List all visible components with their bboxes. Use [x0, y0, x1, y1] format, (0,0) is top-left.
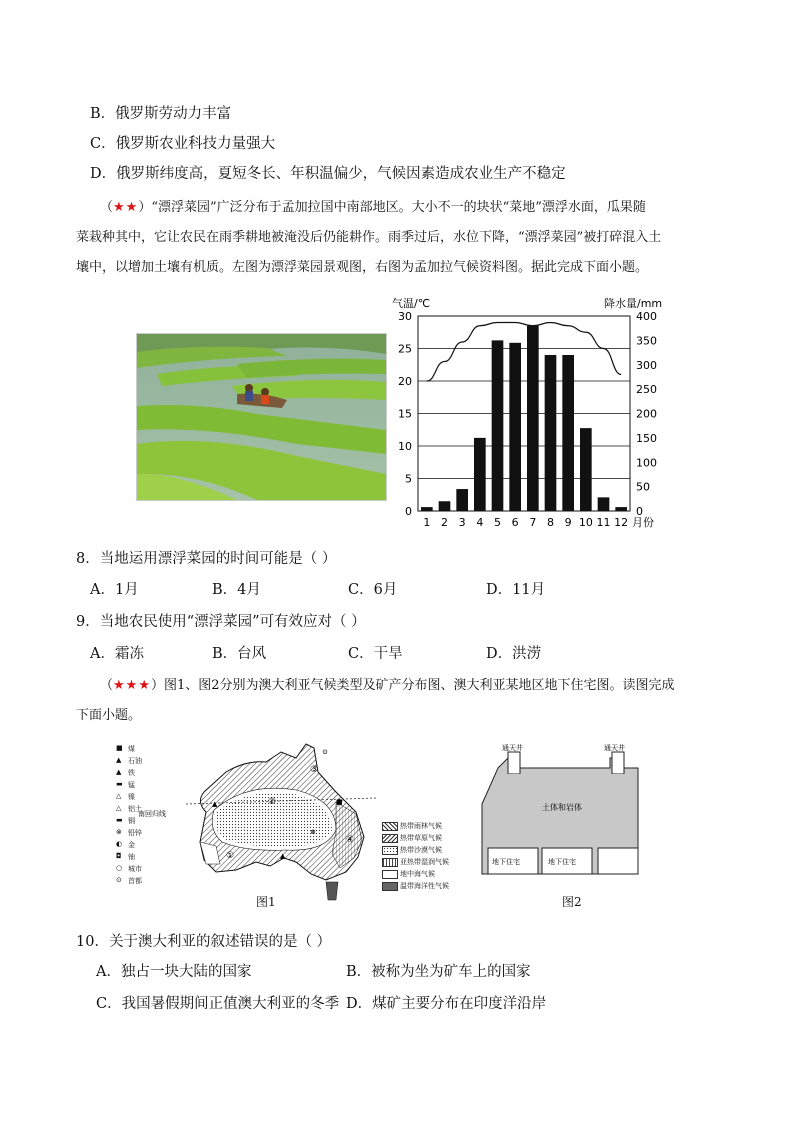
q8-option-b[interactable]: B．4月 [212, 582, 261, 598]
precip-bar [545, 355, 557, 511]
q9-option-a[interactable]: A．霜冻 [90, 646, 144, 662]
question-9-options [90, 644, 590, 664]
q9-option-b[interactable]: B．台风 [212, 646, 267, 662]
right-tick-label: 50 [636, 480, 650, 494]
difficulty-stars: ★★ [113, 200, 139, 215]
question-8-options [90, 580, 590, 600]
left-tick-label: 0 [405, 505, 412, 518]
q10-option-d[interactable]: D．煤矿主要分布在印度洋沿岸 [346, 996, 547, 1012]
left-shaft-label: 通天井 [502, 744, 523, 752]
q10-option-a[interactable]: A．独占一块大陆的国家 [96, 964, 252, 980]
precip-bar [598, 497, 610, 511]
x-tick-label: 8 [547, 516, 554, 529]
right-tick-label: 0 [636, 505, 643, 518]
q10-option-b[interactable]: B．被称为坐为矿车上的国家 [346, 964, 531, 980]
x-tick-label: 1 [423, 516, 431, 529]
desert-swatch [382, 846, 398, 855]
capital-legend-icon: ⊙ [116, 876, 122, 884]
savanna-swatch [382, 834, 398, 843]
coal-legend-icon: ■ [116, 744, 123, 752]
figure-1-caption: 图1 [256, 895, 276, 909]
precip-bar [509, 343, 521, 511]
precip-bar [421, 507, 433, 511]
climate-legend: 热带雨林气候 热带草原气候 热带沙漠气候 亚热带湿润气候 地中海气候 温带海洋性气候 [382, 822, 466, 902]
left-tick-label: 30 [398, 310, 412, 323]
svg-text:▲: ▲ [280, 852, 286, 860]
precip-bar [527, 326, 539, 511]
right-shaft-label: 通天井 [604, 744, 625, 752]
x-tick-label: 6 [511, 516, 519, 529]
intro-2-line-2: 下面小题。 [76, 708, 142, 723]
iron-legend-icon: ▲ [116, 768, 122, 776]
precip-bar [492, 340, 504, 511]
right-tick-label: 250 [636, 383, 657, 397]
prev-option-c: C．俄罗斯农业科技力量强大 [90, 136, 276, 152]
figure-2-caption: 图2 [562, 895, 582, 909]
precip-bar [562, 355, 574, 511]
q8-option-d[interactable]: D．11月 [486, 582, 546, 598]
question-10-stem: 10．关于澳大利亚的叙述错误的是（ ） [76, 934, 332, 950]
x-tick-label: 7 [529, 516, 537, 529]
intro-paragraph-1: （★★）“漂浮菜园”广泛分布于孟加拉国中南部地区。大小不一的块状“菜地”漂浮水面，瓜果随 [100, 200, 646, 215]
climate-chart [388, 294, 668, 538]
left-tick-label: 25 [398, 342, 412, 356]
svg-text:⊙: ⊙ [322, 748, 328, 756]
prev-option-d: D．俄罗斯纬度高，夏短冬长、年积温偏少，气候因素造成农业生产不稳定 [90, 166, 566, 182]
mineral-legend: ■ 煤 ▲ 石油 ▲ 铁 ▬ 锰 △ 镍 △ 铝土 ▬ 铜 ⊗ 铅锌 ◐ 金 ◘ 铀 ○ 城市 ⊙ 首都 [116, 744, 142, 885]
rainforest-swatch [382, 822, 398, 831]
right-tick-label: 300 [636, 358, 657, 372]
svg-text:▲: ▲ [212, 800, 218, 808]
left-tick-label: 10 [398, 440, 412, 453]
australia-outline [138, 742, 376, 904]
intro-line-3: 壤中，以增加土壤有机质。左图为漂浮菜园景观图，右图为孟加拉气候资料图。据此完成下面小题。 [76, 260, 649, 275]
tropic-label: 南回归线 [138, 810, 166, 818]
svg-text:⊗: ⊗ [310, 828, 316, 836]
city-legend-icon: ○ [116, 864, 123, 872]
intro-line-2: 菜栽种其中，它让农民在雨季耕地被淹没后仍能耕作。雨季过后，水位下降，“漂浮菜园”被打碎混入土 [76, 230, 662, 245]
intro-paragraph-2: （★★★）图1、图2分别为澳大利亚气候类型及矿产分布图、澳大利亚某地区地下住宅图。读图完成 [100, 678, 675, 693]
x-tick-label: 3 [458, 516, 466, 529]
svg-text:③: ③ [310, 765, 319, 775]
x-tick-label: 9 [564, 516, 572, 529]
temperature-line [427, 323, 621, 382]
mediterranean-swatch [382, 870, 398, 879]
subtropical-swatch [382, 858, 398, 867]
manganese-legend-icon: ▬ [116, 780, 123, 788]
x-unit-label: 月份 [632, 516, 654, 529]
right-tick-label: 150 [636, 431, 657, 445]
question-9-stem: 9．当地农民使用“漂浮菜园”可有效应对（ ） [76, 614, 366, 630]
precip-bar [439, 501, 451, 511]
right-tick-label: 200 [636, 407, 657, 421]
uranium-legend-icon: ◘ [116, 852, 122, 860]
q9-option-d[interactable]: D．洪涝 [486, 646, 542, 662]
q10-option-c[interactable]: C．我国暑假期间正值澳大利亚的冬季 [96, 996, 340, 1012]
left-tick-label: 20 [398, 375, 412, 388]
question-8-stem: 8．当地运用漂浮菜园的时间可能是（ ） [76, 551, 337, 567]
left-tick-label: 15 [398, 407, 412, 421]
nickel-legend-icon: △ [116, 792, 122, 800]
oceanic-swatch [382, 882, 398, 891]
precip-bar [615, 507, 627, 511]
leadzinc-legend-icon: ⊗ [116, 828, 122, 836]
precip-bar [580, 428, 592, 511]
question-10-options [96, 962, 696, 1022]
x-tick-label: 12 [614, 516, 629, 529]
svg-text:④: ④ [346, 835, 355, 845]
right-tick-label: 350 [636, 334, 657, 348]
left-tick-label: 5 [405, 472, 412, 486]
q8-option-a[interactable]: A．1月 [90, 582, 139, 598]
x-tick-label: 5 [494, 516, 501, 529]
x-tick-label: 2 [441, 516, 448, 529]
precip-bar [456, 489, 468, 511]
x-tick-label: 11 [596, 516, 611, 529]
house-right-label: 地下住宅 [548, 858, 576, 866]
svg-text:②: ② [268, 797, 277, 807]
x-tick-label: 4 [476, 516, 484, 529]
figure-1-australia-map [116, 742, 466, 912]
rock-label: 土体和岩体 [542, 803, 582, 812]
precip-bar [474, 438, 486, 511]
floating-garden-photo [136, 333, 387, 501]
svg-text:①: ① [226, 851, 235, 861]
x-tick-label: 10 [578, 516, 593, 529]
copper-legend-icon: ▬ [116, 816, 123, 824]
house-left-label: 地下住宅 [492, 858, 520, 866]
right-tick-label: 100 [636, 456, 657, 470]
oil-legend-icon: ▲ [116, 756, 122, 764]
bauxite-legend-icon: △ [116, 804, 122, 812]
left-axis-label: 气温/℃ [392, 297, 431, 310]
svg-text:■: ■ [336, 798, 343, 806]
right-axis-label: 降水量/mm [604, 297, 663, 310]
right-tick-label: 400 [636, 310, 657, 323]
figure-2-underground-house [478, 744, 658, 882]
difficulty-stars-2: ★★★ [113, 678, 151, 693]
q9-option-c[interactable]: C．干旱 [348, 646, 403, 662]
q8-option-c[interactable]: C．6月 [348, 582, 398, 598]
prev-option-b: B．俄罗斯劳动力丰富 [90, 106, 232, 122]
gold-legend-icon: ◐ [116, 840, 123, 848]
